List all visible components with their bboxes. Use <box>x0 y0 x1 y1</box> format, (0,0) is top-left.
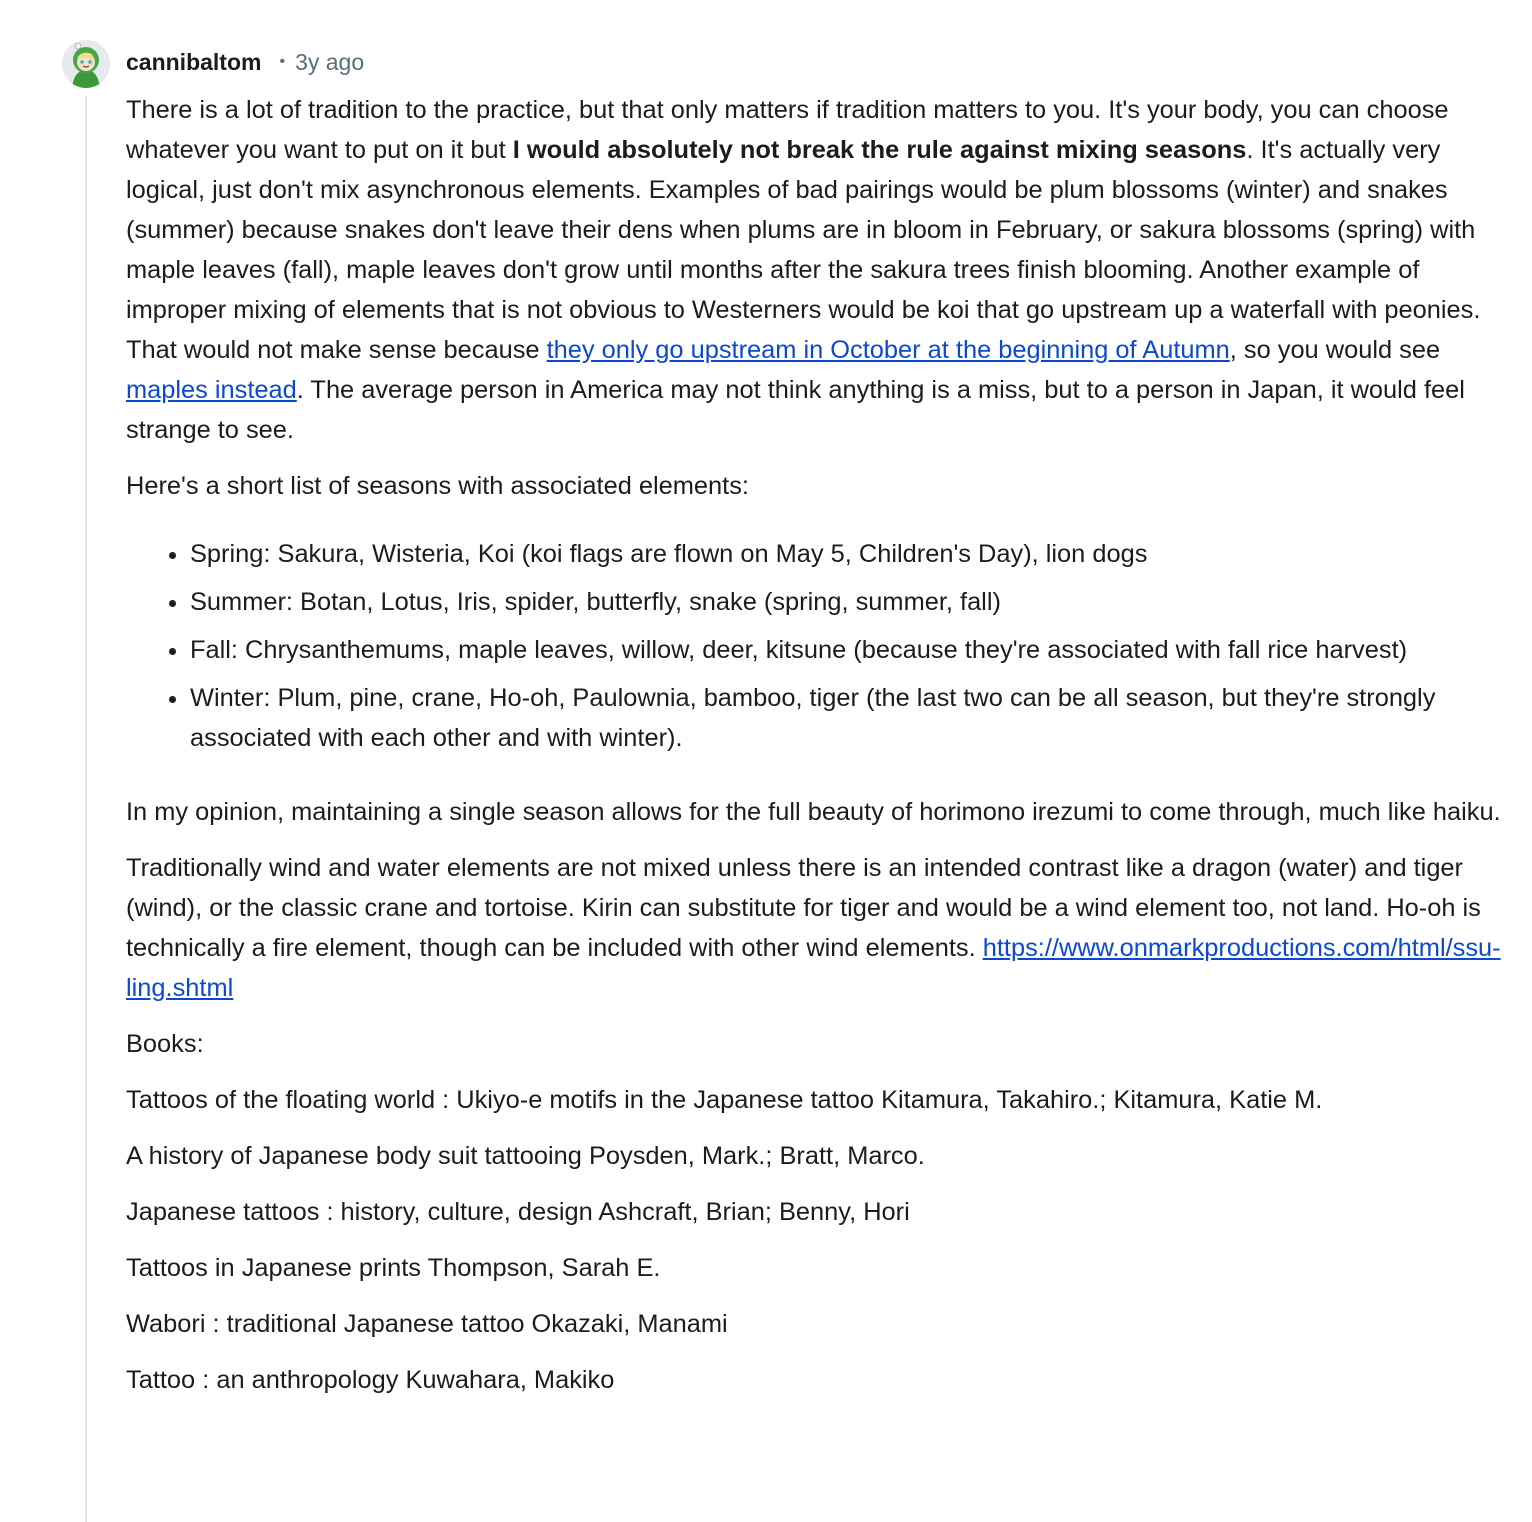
book-item: A history of Japanese body suit tattooing Poysden, Mark.; Bratt, Marco. <box>126 1142 925 1170</box>
avatar-icon <box>62 40 110 88</box>
book-item: Wabori : traditional Japanese tattoo Okazaki, Manami <box>126 1310 728 1338</box>
paragraph: Here's a short list of seasons with associated elements: <box>126 472 749 500</box>
list-item: • Spring: Sakura, Wisteria, Koi (koi flags are flown on May 5, Children's Day), lion dogs <box>190 534 1516 574</box>
list-item: • Winter: Plum, pine, crane, Ho-oh, Paulownia, bamboo, tiger (the last two can be all season, but they're strongly associated with each other and with winter). <box>190 678 1516 758</box>
text: . The average person in America may not think anything is a miss, but to a person in Japan, it would feel strange to see. <box>126 376 1465 444</box>
link-koi-upstream[interactable]: they only go upstream in October at the beginning of Autumn <box>546 336 1230 364</box>
user-avatar[interactable] <box>62 40 110 88</box>
paragraph <box>126 848 1516 1008</box>
list-item: • Summer: Botan, Lotus, Iris, spider, butterfly, snake (spring, summer, fall) <box>190 582 1516 622</box>
list-item: • Fall: Chrysanthemums, maple leaves, willow, deer, kitsune (because they're associated with fall rice harvest) <box>190 630 1516 670</box>
separator-dot: • <box>279 53 286 70</box>
author-name[interactable]: cannibaltom <box>126 48 262 75</box>
text: Traditionally wind and water elements are not mixed unless there is an intended contrast like a dragon (water) and tiger (wind), or the classic crane and tortoise. Kirin can substitute for tiger and would be a wind element too, not land. Ho-oh is technically a fire element, though can be included with other wind elements. <box>126 854 1481 962</box>
book-item: Tattoos in Japanese prints Thompson, Sarah E. <box>126 1254 661 1282</box>
season-list <box>126 534 1516 758</box>
comment-body <box>126 90 1516 1416</box>
paragraph: In my opinion, maintaining a single season allows for the full beauty of horimono irezumi to come through, much like haiku. <box>126 798 1501 826</box>
comment-header <box>126 44 364 80</box>
link-onmark[interactable]: https://www.onmarkproductions.com/html/ssu-ling.shtml <box>126 934 1501 1002</box>
text: , so you would see <box>1229 336 1441 364</box>
paragraph <box>126 90 1516 450</box>
books-label: Books: <box>126 1030 204 1058</box>
link-maples[interactable]: maples instead <box>126 376 297 404</box>
timestamp[interactable]: 3y ago <box>295 48 365 75</box>
book-item: Tattoo : an anthropology Kuwahara, Makiko <box>126 1366 615 1394</box>
book-item: Tattoos of the floating world : Ukiyo-e motifs in the Japanese tattoo Kitamura, Takahiro.; Kitamura, Katie M. <box>126 1086 1323 1114</box>
text: . It's actually very logical, just don't mix asynchronous elements. Examples of bad pairings would be plum blossoms (winter) and snakes (summer) because snakes don't leave their dens when plums are in bloom in February, or sakura blossoms (spring) with maple leaves (fall), maple leaves don't grow until months after the sakura trees finish blooming. Another example of improper mixing of elements that is not obvious to Westerners would be koi that go upstream up a waterfall with peonies. That would not make sense because <box>126 136 1481 364</box>
book-item: Japanese tattoos : history, culture, design Ashcraft, Brian; Benny, Hori <box>126 1198 910 1226</box>
thread-line[interactable] <box>85 96 87 1522</box>
text: There is a lot of tradition to the practice, but that only matters if tradition matters to you. It's your body, you can choose whatever you want to put on it but <box>126 96 1449 164</box>
bold-text: I would absolutely not break the rule against mixing seasons <box>512 136 1247 164</box>
